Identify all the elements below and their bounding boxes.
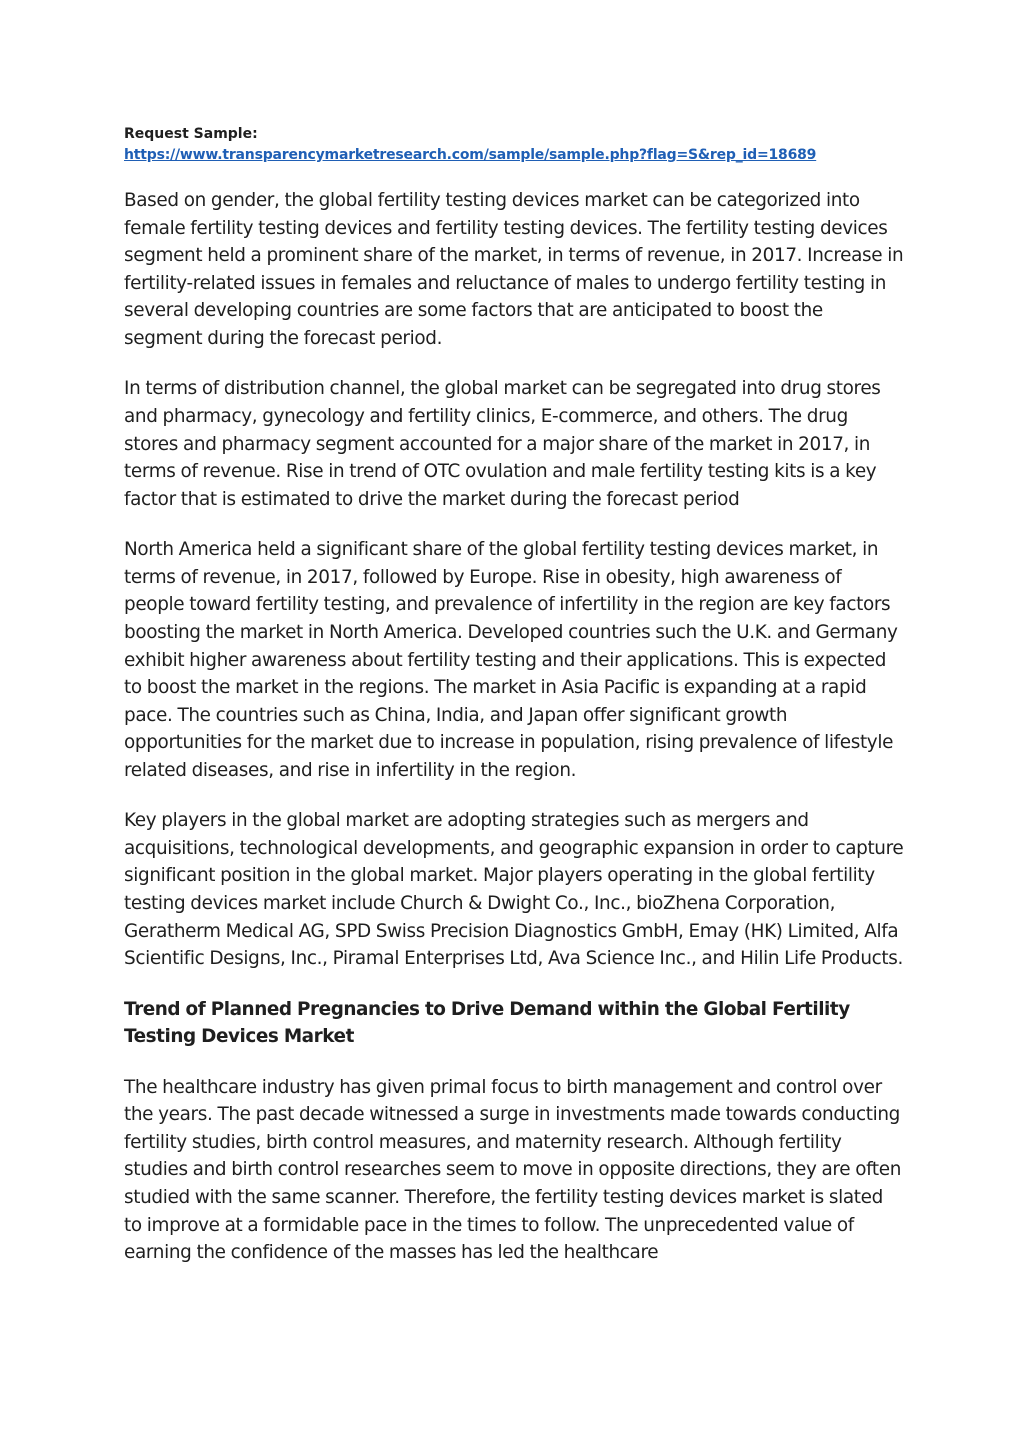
- paragraph-gender-segment: Based on gender, the global fertility testing devices market can be categorized into female fertility testing devices and fertility testing devices. The fertility testing devices segment held a prominent share of the market, in terms of revenue, in 2017. Increase in fertility-related issues in females and reluctance of males to undergo fertility testing in several developing countries are some factors that are anticipated to boost the segment during the forecast period.: [124, 190, 904, 349]
- paragraph-key-players: Key players in the global market are adopting strategies such as mergers and acquisitions, technological developments, and geographic expansion in order to capture significant position in the global market. Major players operating in the global fertility testing devices market include Church & Dwight Co., Inc., bioZhena Corporation, Geratherm Medical AG, SPD Swiss Precision Diagnostics GmbH, Emay (HK) Limited, Alfa Scientific Designs, Inc., Piramal Enterprises Ltd, Ava Science Inc., and Hilin Life Products.: [124, 810, 904, 970]
- paragraph-distribution-channel: In terms of distribution channel, the global market can be segregated into drug stores and pharmacy, gynecology and fertility clinics, E-commerce, and others. The drug stores and pharmacy segment accounted for a major share of the market in 2017, in terms of revenue. Rise in trend of OTC ovulation and male fertility testing kits is a key factor that is estimated to drive the market during the forecast period: [124, 378, 881, 510]
- document-body: [124, 124, 904, 1290]
- section-heading: Trend of Planned Pregnancies to Drive Demand within the Global Fertility Testing Devices Market: [124, 998, 850, 1048]
- request-sample-label: Request Sample:: [124, 126, 258, 142]
- request-sample-link[interactable]: https://www.transparencymarketresearch.com/sample/sample.php?flag=S&rep_id=18689: [124, 147, 817, 163]
- paragraph-regional-outlook: North America held a significant share of the global fertility testing devices market, in terms of revenue, in 2017, followed by Europe. Rise in obesity, high awareness of people toward fertility testing, and prevalence of infertility in the region are key factors boosting the market in North America. Developed countries such the U.K. and Germany exhibit higher awareness about fertility testing and their applications. This is expected to boost the market in the regions. The market in Asia Pacific is expanding at a rapid pace. The countries such as China, India, and Japan offer significant growth opportunities for the market due to increase in population, rising prevalence of lifestyle related diseases, and rise in infertility in the region.: [124, 539, 898, 781]
- paragraph-healthcare-industry: The healthcare industry has given primal focus to birth management and control over the years. The past decade witnessed a surge in investments made towards conducting fertility studies, birth control measures, and maternity research. Although fertility studies and birth control researches seem to move in opposite directions, they are often studied with the same scanner. Therefore, the fertility testing devices market is slated to improve at a formidable pace in the times to follow. The unprecedented value of earning the confidence of the masses has led the healthcare: [124, 1076, 902, 1264]
